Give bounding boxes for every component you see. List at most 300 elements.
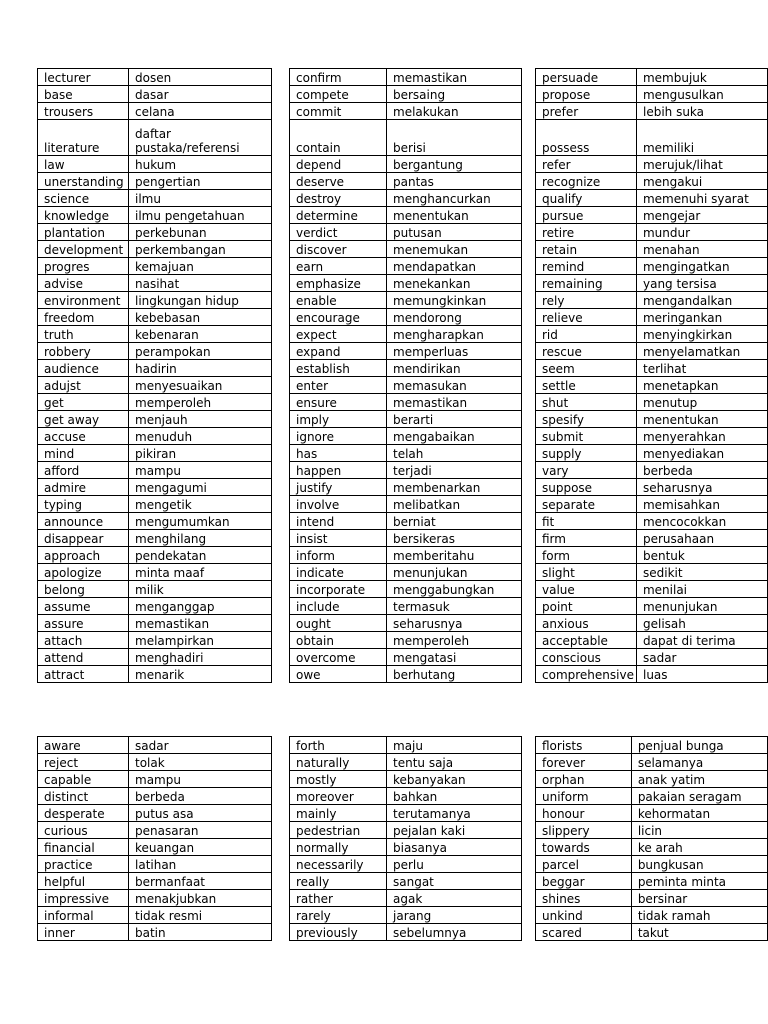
indonesian-translation: mengagumi <box>129 479 272 496</box>
table-row <box>536 479 768 496</box>
indonesian-translation: terutamanya <box>387 805 522 822</box>
english-word: parcel <box>536 856 632 873</box>
table-row <box>290 224 522 241</box>
table-row <box>536 924 768 941</box>
indonesian-translation: bahkan <box>387 788 522 805</box>
english-word: ensure <box>290 394 387 411</box>
table-row <box>290 598 522 615</box>
table-row <box>536 496 768 513</box>
indonesian-translation: putus asa <box>129 805 272 822</box>
indonesian-translation: memperoleh <box>129 394 272 411</box>
english-word: obtain <box>290 632 387 649</box>
english-word: attach <box>38 632 129 649</box>
indonesian-translation: takut <box>631 924 767 941</box>
table-row <box>536 103 768 120</box>
indonesian-translation: penjual bunga <box>631 737 767 754</box>
indonesian-translation: pantas <box>387 173 522 190</box>
indonesian-translation: berisi <box>387 120 522 156</box>
indonesian-translation: menutup <box>636 394 767 411</box>
table-row <box>290 649 522 666</box>
indonesian-translation: minta maaf <box>129 564 272 581</box>
indonesian-translation: meringankan <box>636 309 767 326</box>
english-word: vary <box>536 462 637 479</box>
indonesian-translation: menahan <box>636 241 767 258</box>
english-word: rescue <box>536 343 637 360</box>
table-row <box>290 513 522 530</box>
english-word: shines <box>536 890 632 907</box>
english-word: florists <box>536 737 632 754</box>
english-word: accuse <box>38 428 129 445</box>
table-row <box>536 771 768 788</box>
indonesian-translation: ilmu pengetahuan <box>129 207 272 224</box>
indonesian-translation: telah <box>387 445 522 462</box>
indonesian-translation: selamanya <box>631 754 767 771</box>
english-word: insist <box>290 530 387 547</box>
indonesian-translation: melampirkan <box>129 632 272 649</box>
indonesian-translation: memperluas <box>387 343 522 360</box>
table-row <box>38 241 272 258</box>
indonesian-translation: biasanya <box>387 839 522 856</box>
indonesian-translation: gelisah <box>636 615 767 632</box>
english-word: inner <box>38 924 129 941</box>
indonesian-translation: dosen <box>129 69 272 86</box>
indonesian-translation: melakukan <box>387 103 522 120</box>
table-row <box>536 326 768 343</box>
indonesian-translation: bersinar <box>631 890 767 907</box>
english-word: anxious <box>536 615 637 632</box>
indonesian-translation: memperoleh <box>387 632 522 649</box>
indonesian-translation: menghancurkan <box>387 190 522 207</box>
english-word: inform <box>290 547 387 564</box>
english-word: encourage <box>290 309 387 326</box>
english-word: include <box>290 598 387 615</box>
table-row <box>38 326 272 343</box>
table-row <box>290 428 522 445</box>
table-row <box>38 564 272 581</box>
table-row <box>536 377 768 394</box>
indonesian-translation: menjauh <box>129 411 272 428</box>
table-row <box>38 445 272 462</box>
table-row <box>536 120 768 156</box>
table-row <box>290 309 522 326</box>
english-word: moreover <box>290 788 387 805</box>
english-word: rarely <box>290 907 387 924</box>
indonesian-translation: mengingatkan <box>636 258 767 275</box>
indonesian-translation: pengertian <box>129 173 272 190</box>
table-row <box>536 513 768 530</box>
table-row <box>290 737 522 754</box>
english-word: establish <box>290 360 387 377</box>
table-row <box>38 632 272 649</box>
table-row <box>536 428 768 445</box>
indonesian-translation: memasukan <box>387 377 522 394</box>
english-word: beggar <box>536 873 632 890</box>
english-word: deserve <box>290 173 387 190</box>
english-word: distinct <box>38 788 129 805</box>
indonesian-translation: menentukan <box>636 411 767 428</box>
table-row <box>290 822 522 839</box>
table-row <box>38 173 272 190</box>
table-row <box>38 822 272 839</box>
english-word: attend <box>38 649 129 666</box>
english-word: really <box>290 873 387 890</box>
indonesian-translation: terjadi <box>387 462 522 479</box>
english-word: approach <box>38 547 129 564</box>
english-word: informal <box>38 907 129 924</box>
english-word: belong <box>38 581 129 598</box>
indonesian-translation: merujuk/lihat <box>636 156 767 173</box>
english-word: attract <box>38 666 129 683</box>
english-word: afford <box>38 462 129 479</box>
english-word: emphasize <box>290 275 387 292</box>
indonesian-translation: agak <box>387 890 522 907</box>
english-word: fit <box>536 513 637 530</box>
english-word: honour <box>536 805 632 822</box>
table-row <box>536 649 768 666</box>
english-word: enter <box>290 377 387 394</box>
table-row <box>290 103 522 120</box>
indonesian-translation: memungkinkan <box>387 292 522 309</box>
indonesian-translation: sangat <box>387 873 522 890</box>
english-word: contain <box>290 120 387 156</box>
english-word: earn <box>290 258 387 275</box>
english-word: separate <box>536 496 637 513</box>
english-word: ignore <box>290 428 387 445</box>
indonesian-translation: mendapatkan <box>387 258 522 275</box>
english-word: capable <box>38 771 129 788</box>
indonesian-translation: menunjukan <box>636 598 767 615</box>
english-word: pursue <box>536 207 637 224</box>
table-row <box>536 788 768 805</box>
indonesian-translation: mengusulkan <box>636 86 767 103</box>
vocab-table-3 <box>535 68 768 683</box>
table-row <box>536 360 768 377</box>
english-word: environment <box>38 292 129 309</box>
table-row <box>38 805 272 822</box>
indonesian-translation: mampu <box>129 462 272 479</box>
table-row <box>38 86 272 103</box>
indonesian-translation: memberitahu <box>387 547 522 564</box>
english-word: apologize <box>38 564 129 581</box>
table-row <box>38 547 272 564</box>
english-word: unkind <box>536 907 632 924</box>
vocab-table-6 <box>535 736 768 941</box>
table-row <box>38 156 272 173</box>
english-word: overcome <box>290 649 387 666</box>
indonesian-translation: batin <box>129 924 272 941</box>
english-word: mostly <box>290 771 387 788</box>
indonesian-translation: pejalan kaki <box>387 822 522 839</box>
english-word: happen <box>290 462 387 479</box>
english-word: trousers <box>38 103 129 120</box>
indonesian-translation: bersaing <box>387 86 522 103</box>
table-row <box>38 479 272 496</box>
table-row <box>536 309 768 326</box>
table-row <box>290 666 522 683</box>
english-word: slight <box>536 564 637 581</box>
table-row <box>38 615 272 632</box>
indonesian-translation: mencocokkan <box>636 513 767 530</box>
english-word: get <box>38 394 129 411</box>
indonesian-translation: menunjukan <box>387 564 522 581</box>
english-word: expect <box>290 326 387 343</box>
english-word: verdict <box>290 224 387 241</box>
table-row <box>290 839 522 856</box>
indonesian-translation: perusahaan <box>636 530 767 547</box>
english-word: compete <box>290 86 387 103</box>
indonesian-translation: menghilang <box>129 530 272 547</box>
indonesian-translation: membujuk <box>636 69 767 86</box>
table-row <box>290 173 522 190</box>
table-row <box>290 292 522 309</box>
indonesian-translation: dasar <box>129 86 272 103</box>
vocab-table-5 <box>289 736 522 941</box>
table-row <box>290 69 522 86</box>
english-word: owe <box>290 666 387 683</box>
english-word: supply <box>536 445 637 462</box>
indonesian-translation: luas <box>636 666 767 683</box>
english-word: depend <box>290 156 387 173</box>
table-row <box>290 394 522 411</box>
english-word: knowledge <box>38 207 129 224</box>
table-row <box>536 856 768 873</box>
english-word: comprehensive <box>536 666 637 683</box>
table-row <box>38 275 272 292</box>
english-word: slippery <box>536 822 632 839</box>
indonesian-translation: mendirikan <box>387 360 522 377</box>
table-row <box>290 411 522 428</box>
english-word: prefer <box>536 103 637 120</box>
table-row <box>536 343 768 360</box>
english-word: suppose <box>536 479 637 496</box>
table-row <box>536 890 768 907</box>
english-word: advise <box>38 275 129 292</box>
table-row <box>290 445 522 462</box>
indonesian-translation: perampokan <box>129 343 272 360</box>
table-row <box>290 156 522 173</box>
indonesian-translation: menghadiri <box>129 649 272 666</box>
table-row <box>536 224 768 241</box>
english-word: uniform <box>536 788 632 805</box>
table-row <box>290 190 522 207</box>
indonesian-translation: berhutang <box>387 666 522 683</box>
english-word: form <box>536 547 637 564</box>
english-word: commit <box>290 103 387 120</box>
indonesian-translation: yang tersisa <box>636 275 767 292</box>
table-row <box>290 788 522 805</box>
table-row <box>536 754 768 771</box>
english-word: freedom <box>38 309 129 326</box>
english-word: persuade <box>536 69 637 86</box>
indonesian-translation: mengakui <box>636 173 767 190</box>
indonesian-translation: dapat di terima <box>636 632 767 649</box>
table-row <box>38 907 272 924</box>
indonesian-translation: pendekatan <box>129 547 272 564</box>
table-row <box>536 394 768 411</box>
vocab-table-1 <box>37 68 272 683</box>
indonesian-translation: mundur <box>636 224 767 241</box>
table-row <box>38 360 272 377</box>
english-word: base <box>38 86 129 103</box>
indonesian-translation: lingkungan hidup <box>129 292 272 309</box>
table-row <box>38 411 272 428</box>
english-word: assume <box>38 598 129 615</box>
table-row <box>38 190 272 207</box>
indonesian-translation: menarik <box>129 666 272 683</box>
table-row <box>536 275 768 292</box>
indonesian-translation: mengandalkan <box>636 292 767 309</box>
indonesian-translation: berbeda <box>129 788 272 805</box>
table-row <box>38 207 272 224</box>
indonesian-translation: berbeda <box>636 462 767 479</box>
table-row <box>38 309 272 326</box>
table-row <box>536 822 768 839</box>
indonesian-translation: melibatkan <box>387 496 522 513</box>
table-row <box>536 462 768 479</box>
table-row <box>290 120 522 156</box>
table-row <box>38 394 272 411</box>
table-row <box>536 173 768 190</box>
table-row <box>38 103 272 120</box>
english-word: incorporate <box>290 581 387 598</box>
indonesian-translation: milik <box>129 581 272 598</box>
table-row <box>38 649 272 666</box>
table-row <box>290 771 522 788</box>
table-row <box>38 598 272 615</box>
english-word: rid <box>536 326 637 343</box>
indonesian-translation: menyesuaikan <box>129 377 272 394</box>
table-row <box>290 615 522 632</box>
english-word: necessarily <box>290 856 387 873</box>
table-row <box>536 241 768 258</box>
english-word: rather <box>290 890 387 907</box>
indonesian-translation: menyelamatkan <box>636 343 767 360</box>
english-word: aware <box>38 737 129 754</box>
english-word: recognize <box>536 173 637 190</box>
table-row <box>290 581 522 598</box>
english-word: spesify <box>536 411 637 428</box>
table-row <box>38 788 272 805</box>
english-word: refer <box>536 156 637 173</box>
table-row <box>290 462 522 479</box>
indonesian-translation: anak yatim <box>631 771 767 788</box>
english-word: admire <box>38 479 129 496</box>
english-word: submit <box>536 428 637 445</box>
indonesian-translation: bermanfaat <box>129 873 272 890</box>
indonesian-translation: menyediakan <box>636 445 767 462</box>
english-word: seem <box>536 360 637 377</box>
indonesian-translation: memastikan <box>387 394 522 411</box>
indonesian-translation: mengatasi <box>387 649 522 666</box>
english-word: retain <box>536 241 637 258</box>
indonesian-translation: lebih suka <box>636 103 767 120</box>
table-row <box>38 924 272 941</box>
table-row <box>536 907 768 924</box>
english-word: acceptable <box>536 632 637 649</box>
indonesian-translation: menuduh <box>129 428 272 445</box>
table-row <box>536 598 768 615</box>
vocab-table-4 <box>37 736 272 941</box>
table-row <box>290 530 522 547</box>
table-row <box>536 156 768 173</box>
english-word: development <box>38 241 129 258</box>
indonesian-translation: terlihat <box>636 360 767 377</box>
english-word: previously <box>290 924 387 941</box>
english-word: progres <box>38 258 129 275</box>
indonesian-translation: bungkusan <box>631 856 767 873</box>
table-row <box>38 856 272 873</box>
indonesian-translation: perkembangan <box>129 241 272 258</box>
english-word: curious <box>38 822 129 839</box>
english-word: shut <box>536 394 637 411</box>
indonesian-translation: kehormatan <box>631 805 767 822</box>
table-row <box>290 890 522 907</box>
indonesian-translation: menetapkan <box>636 377 767 394</box>
indonesian-translation: menekankan <box>387 275 522 292</box>
indonesian-translation: bergantung <box>387 156 522 173</box>
indonesian-translation: menakjubkan <box>129 890 272 907</box>
table-row <box>290 207 522 224</box>
indonesian-translation: mengumumkan <box>129 513 272 530</box>
table-row <box>290 924 522 941</box>
english-word: involve <box>290 496 387 513</box>
table-row <box>290 258 522 275</box>
table-row <box>290 856 522 873</box>
table-row <box>38 224 272 241</box>
table-row <box>38 581 272 598</box>
english-word: intend <box>290 513 387 530</box>
table-row <box>290 873 522 890</box>
table-row <box>290 275 522 292</box>
table-row <box>290 754 522 771</box>
table-row <box>536 615 768 632</box>
table-row <box>38 69 272 86</box>
english-word: financial <box>38 839 129 856</box>
english-word: helpful <box>38 873 129 890</box>
table-row <box>536 69 768 86</box>
table-row <box>536 190 768 207</box>
english-word: propose <box>536 86 637 103</box>
indonesian-translation: kemajuan <box>129 258 272 275</box>
indonesian-translation: mendorong <box>387 309 522 326</box>
english-word: mind <box>38 445 129 462</box>
english-word: settle <box>536 377 637 394</box>
english-word: discover <box>290 241 387 258</box>
table-row <box>38 513 272 530</box>
indonesian-translation: maju <box>387 737 522 754</box>
english-word: enable <box>290 292 387 309</box>
indonesian-translation: tidak ramah <box>631 907 767 924</box>
indonesian-translation: pakaian seragam <box>631 788 767 805</box>
indonesian-translation: seharusnya <box>387 615 522 632</box>
table-row <box>290 86 522 103</box>
indonesian-translation: nasihat <box>129 275 272 292</box>
english-word: value <box>536 581 637 598</box>
table-row <box>536 445 768 462</box>
english-word: impressive <box>38 890 129 907</box>
english-word: reject <box>38 754 129 771</box>
indonesian-translation: mampu <box>129 771 272 788</box>
table-row <box>290 547 522 564</box>
indonesian-translation: kebebasan <box>129 309 272 326</box>
english-word: audience <box>38 360 129 377</box>
english-word: unerstanding <box>38 173 129 190</box>
indonesian-translation: hukum <box>129 156 272 173</box>
english-word: scared <box>536 924 632 941</box>
english-word: normally <box>290 839 387 856</box>
indonesian-translation: berarti <box>387 411 522 428</box>
indonesian-translation: menemukan <box>387 241 522 258</box>
